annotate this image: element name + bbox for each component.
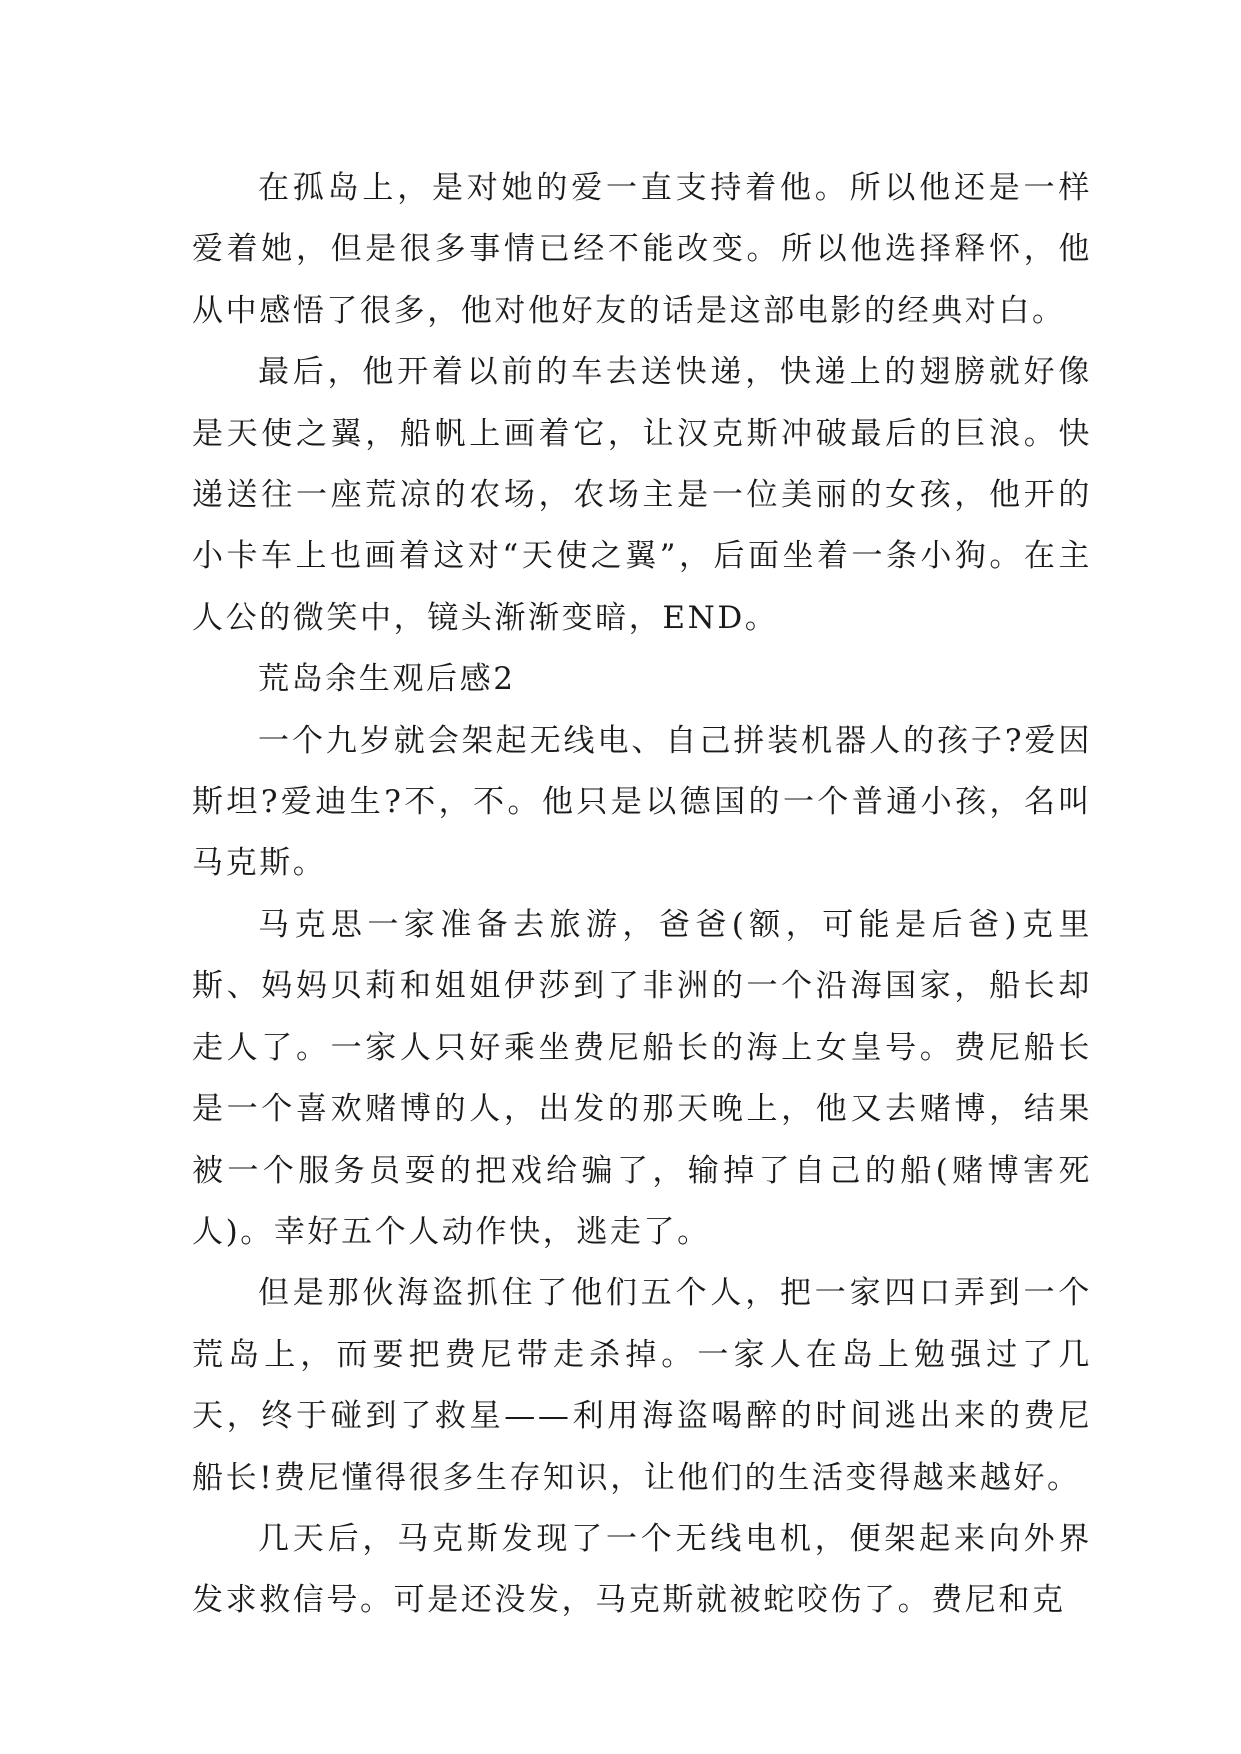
paragraph-family-trip: 马克思一家准备去旅游，爸爸(额，可能是后爸)克里斯、妈妈贝莉和姐姐伊莎到了非洲的一个沿海国家，船长却走人了。一家人只好乘坐费尼船长的海上女皇号。费尼船长是一个喜欢赌博的人，出发的那天晚上，他又去赌博，结果被一个服务员耍的把戏给骗了，输掉了自己的船(赌博害死人)。幸好五个人动作快，逃走了。: [192, 906, 1092, 1250]
section-heading: 荒岛余生观后感2: [258, 661, 516, 698]
paragraph-pirates: 但是那伙海盗抓住了他们五个人，把一家四口弄到一个荒岛上，而要把费尼带走杀掉。一家人在岛上勉强过了几天，终于碰到了救星——利用海盗喝醉的时间逃出来的费尼船长!费尼懂得很多生存知识，让他们的生活变得越来越好。: [192, 1275, 1092, 1496]
paragraph-island-love: 在孤岛上，是对她的爱一直支持着他。所以他还是一样爱着她，但是很多事情已经不能改变。所以他选择释怀，他从中感悟了很多，他对他好友的话是这部电影的经典对白。: [192, 170, 1092, 329]
paragraph-radio: 几天后，马克斯发现了一个无线电机，便架起来向外界发求救信号。可是还没发，马克斯就被蛇咬伤了。费尼和克: [192, 1520, 1092, 1619]
paragraph-max-intro: 一个九岁就会架起无线电、自己拼装机器人的孩子?爱因斯坦?爱迪生?不，不。他只是以德国的一个普通小孩，名叫马克斯。: [192, 722, 1092, 882]
paragraph-ending: 最后，他开着以前的车去送快递，快递上的翅膀就好像是天使之翼，船帆上画着它，让汉克斯冲破最后的巨浪。快递送往一座荒凉的农场，农场主是一位美丽的女孩，他开的小卡车上也画着这对“天使之翼”，后面坐着一条小狗。在主人公的微笑中，镜头渐渐变暗，END。: [192, 354, 1092, 636]
article-body: [192, 158, 1092, 1632]
